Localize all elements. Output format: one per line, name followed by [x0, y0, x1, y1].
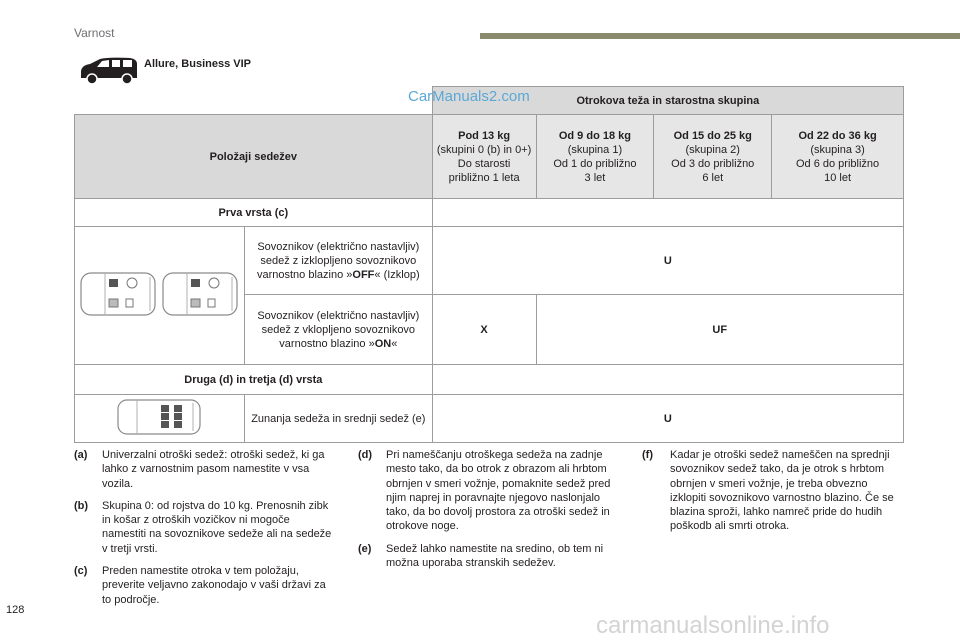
group-1-header: Od 9 do 18 kg (skupina 1) Od 1 do približno 3 let [536, 115, 654, 199]
front-seats-diagram [75, 227, 245, 365]
passenger-airbag-on-label: Sovoznikov (električno nastavljiv) sedež z vklopljeno sovoznikovo varnostno blazino »ON« [244, 295, 432, 365]
group-0-header: Pod 13 kg (skupini 0 (b) in 0+) Do starosti približno 1 leta [432, 115, 536, 199]
note-d: (d) Pri nameščanju otroškega sedeža na zadnje mesto tako, da bo otrok z obrazom ali hrbtom obrnjen v smeri vožnje, pomaknite sedež pred njim naprej in poravnajte njegovo naslonjalo tako, da bo dovolj prostora za otroški sedež in otrokove noge. [358, 449, 611, 533]
section-title: Varnost [74, 26, 115, 40]
rear-seats-value: U [432, 395, 903, 443]
note-f: (f) Kadar je otroški sedež nameščen na sprednji sovoznikov sedež tako, da je otrok s hrbtom obrnjen v smeri vožnje, je treba obvezno izklopiti sovoznikovo varnostno blazino. Če se blazina sproži, lahko namreč pride do hudih poškodb ali smrti otroka. [642, 449, 894, 533]
rear-seats-icon [115, 397, 203, 437]
header-accent-bar [480, 33, 960, 39]
group-2-header: Od 15 do 25 kg (skupina 2) Od 3 do približno 6 let [654, 115, 772, 199]
passenger-on-value-group-0: X [432, 295, 536, 365]
van-icon [78, 56, 140, 86]
passenger-on-value-groups-1-3: UF [536, 295, 903, 365]
notes-column-1 [74, 448, 336, 615]
watermark-top: CarManuals2.com [408, 88, 530, 105]
rear-seats-label: Zunanja sedeža in srednji sedež (e) [244, 395, 432, 443]
child-seat-table [74, 86, 904, 443]
watermark-bottom: carmanualsonline.info [596, 612, 830, 639]
second-third-row-title: Druga (d) in tretja (d) vrsta [75, 365, 433, 395]
note-b: (b) Skupina 0: od rojstva do 10 kg. Prenosnih zibk in košar z otroških vozičkov ni mogoče namestiti na sovoznikove sedeže ali na sedeže v tretji vrsti. [74, 499, 332, 555]
note-c: (c) Preden namestite otroka v tem položaju, preverite veljavno zakonodajo v vaši državi za to področje. [74, 565, 326, 606]
page-number: 128 [6, 604, 25, 616]
front-seats-icon [78, 269, 240, 319]
group-3-header: Od 22 do 36 kg (skupina 3) Od 6 do približno 10 let [772, 115, 904, 199]
variant-label: Allure, Business VIP [144, 58, 251, 70]
weight-group-header: Otrokova teža in starostna skupina [432, 87, 903, 115]
note-a: (a) Univerzalni otroški sedež: otroški sedež, ki ga lahko z varnostnim pasom namestite v vsa vozila. [74, 449, 325, 490]
rear-seats-diagram [75, 395, 245, 443]
passenger-airbag-off-label: Sovoznikov (električno nastavljiv) sedež z izklopljeno sovoznikovo varnostno blazino »OFF« (Izklop) [244, 227, 432, 295]
note-e: (e) Sedež lahko namestite na sredino, ob tem ni možna uporaba stranskih sedežev. [358, 542, 604, 570]
notes-column-2 [358, 448, 622, 578]
notes-column-3 [642, 448, 904, 542]
passenger-off-value: U [432, 227, 903, 295]
first-row-title: Prva vrsta (c) [75, 199, 433, 227]
seat-positions-header: Položaji sedežev [75, 115, 433, 199]
